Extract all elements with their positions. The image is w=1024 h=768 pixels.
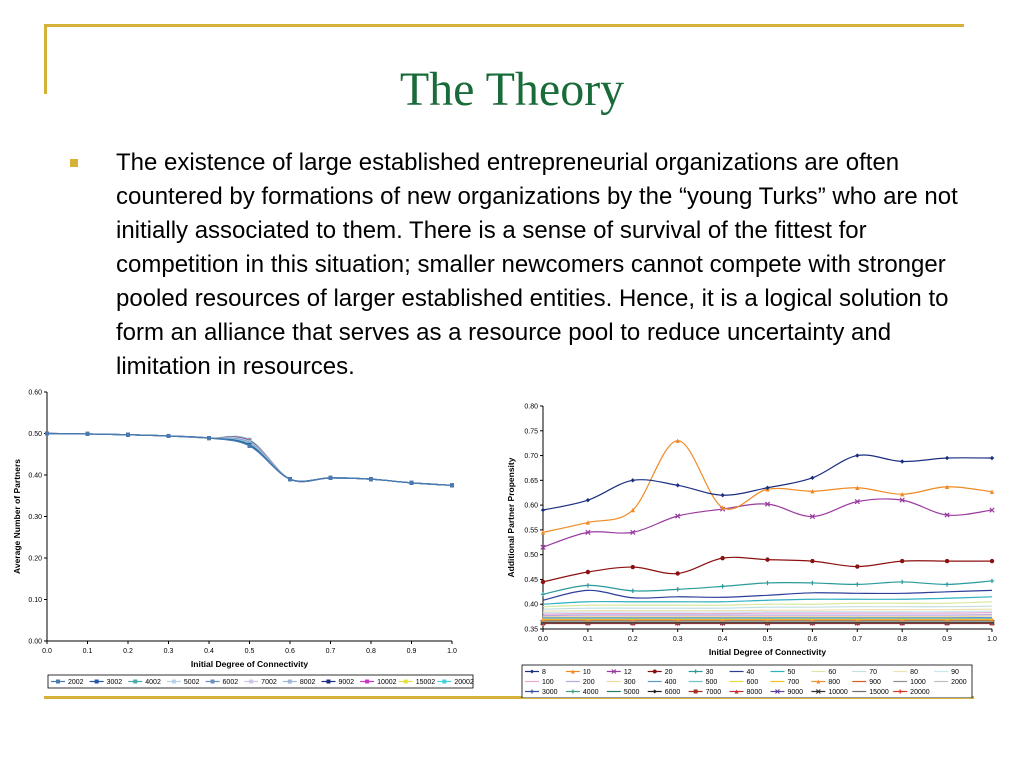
x-tick-label: 0.8	[897, 636, 908, 643]
data-point	[404, 680, 408, 684]
data-point	[207, 436, 211, 440]
legend-label: 30	[705, 669, 714, 676]
x-tick-label: 0.4	[717, 636, 728, 643]
legend-label: 9000	[787, 689, 804, 696]
y-tick-label: 0.45	[524, 576, 538, 584]
data-point	[326, 680, 330, 684]
y-tick-label: 0.70	[524, 453, 538, 461]
x-tick-label: 0.2	[627, 636, 638, 643]
data-point	[450, 483, 454, 487]
data-point	[676, 483, 680, 487]
x-axis-label: Initial Degree of Connectivity	[708, 647, 827, 657]
data-point	[167, 434, 171, 438]
legend-label: 4000	[582, 689, 599, 696]
data-point	[369, 477, 373, 481]
data-point	[810, 476, 814, 480]
y-tick-label: 0.40	[28, 472, 42, 480]
chart-partner-propensity	[500, 398, 1010, 698]
x-tick-label: 0.4	[204, 648, 214, 655]
data-point	[765, 581, 769, 585]
data-point	[855, 453, 859, 457]
x-tick-label: 0.7	[325, 648, 336, 655]
x-tick-label: 0.9	[406, 648, 417, 655]
legend-label: 600	[746, 679, 759, 686]
data-point	[990, 579, 994, 583]
legend-label: 10	[582, 669, 591, 676]
y-tick-label: 0.55	[524, 527, 538, 535]
series-line	[543, 602, 992, 607]
data-point	[676, 587, 680, 591]
y-tick-label: 0.80	[524, 403, 538, 411]
data-point	[810, 559, 814, 563]
legend-label: 3000	[542, 689, 558, 696]
y-tick-label: 0.20	[28, 555, 42, 563]
data-point	[288, 477, 292, 481]
series-line	[543, 455, 992, 510]
x-tick-label: 1.0	[447, 648, 457, 655]
series-80	[543, 609, 992, 611]
x-tick-label: 1.0	[987, 636, 997, 643]
legend-label: 5002	[183, 679, 200, 686]
data-point	[442, 680, 446, 684]
frame-top-rule	[44, 24, 964, 27]
data-point	[249, 680, 253, 684]
data-point	[676, 571, 680, 575]
data-point	[95, 680, 99, 684]
legend-label: 90	[951, 669, 959, 676]
series-200	[543, 615, 992, 616]
legend-label: 20002	[454, 679, 474, 686]
series-line	[543, 606, 992, 609]
series-line	[543, 616, 992, 617]
x-tick-label: 0.0	[538, 636, 548, 643]
data-point	[172, 680, 176, 684]
legend-label: 20	[664, 669, 673, 676]
data-point	[810, 581, 814, 585]
data-point	[586, 498, 590, 502]
y-tick-label: 0.60	[524, 502, 538, 510]
x-tick-label: 0.3	[163, 648, 174, 655]
data-point	[900, 580, 904, 584]
legend-label: 1000	[910, 679, 926, 686]
data-point	[694, 690, 698, 694]
legend-label: 80	[910, 669, 918, 676]
series-line	[543, 611, 992, 612]
legend-label: 50	[787, 669, 796, 676]
legend-label: 8	[542, 669, 546, 676]
legend-label: 800	[828, 679, 841, 686]
data-point	[945, 582, 949, 586]
x-tick-label: 0.2	[123, 648, 133, 655]
y-tick-label: 0.50	[28, 431, 42, 438]
legend-label: 4002	[145, 679, 161, 686]
data-point	[133, 680, 137, 684]
legend-label: 40	[746, 669, 755, 676]
legend-label: 9002	[338, 679, 355, 686]
legend-label: 15000	[869, 689, 889, 696]
y-tick-label: 0.75	[524, 428, 538, 436]
series-line	[543, 615, 992, 616]
data-point	[248, 444, 252, 448]
data-point	[720, 493, 724, 497]
data-point	[990, 559, 994, 563]
data-point	[86, 432, 90, 436]
series-30	[541, 579, 994, 597]
y-tick-label: 0.60	[28, 389, 42, 397]
series-line	[543, 613, 992, 614]
y-axis-label: Additional Partner Propensity	[506, 457, 516, 578]
y-tick-label: 0.00	[28, 638, 42, 646]
series-70	[543, 606, 992, 609]
legend-label: 12	[623, 669, 632, 676]
legend-label: 500	[705, 679, 718, 686]
series-12	[541, 498, 994, 549]
legend-label: 900	[869, 679, 881, 686]
data-point	[631, 478, 635, 482]
x-tick-label: 0.1	[583, 636, 593, 643]
data-point	[990, 456, 994, 460]
legend-label: 3002	[106, 679, 123, 686]
series-line	[543, 609, 992, 611]
legend-label: 70	[869, 669, 878, 676]
data-point	[945, 559, 949, 563]
x-tick-label: 0.3	[672, 636, 683, 643]
legend-label: 200	[582, 679, 595, 686]
y-tick-label: 0.30	[28, 514, 42, 521]
data-point	[329, 476, 333, 480]
legend-label: 100	[542, 679, 554, 686]
data-point	[45, 432, 49, 436]
series-60	[543, 602, 992, 607]
legend-label: 20000	[910, 689, 930, 696]
legend-label: 8000	[746, 689, 763, 696]
data-point	[900, 559, 904, 563]
legend	[522, 665, 972, 698]
x-tick-label: 0.8	[366, 648, 376, 655]
slide-body-text: The existence of large established entrepreneurial organizations are often countered by formations of new organizations by the “young Turks” who are not initially associated to them. There is a sense of survival of the fittest for competition in this situation; smaller newcomers cannot compete with stronger pooled resources of larger established entities. Hence, it is a logical solution to form an alliance that serves as a resource pool to reduce uncertainty and limitation in resources.	[116, 149, 958, 380]
y-axis-label: Average Number of Partners	[12, 459, 22, 574]
data-point	[631, 589, 635, 593]
data-point	[288, 680, 292, 684]
y-tick-label: 0.35	[524, 626, 538, 634]
y-tick-label: 0.65	[524, 477, 538, 485]
series-20	[541, 556, 994, 584]
data-point	[541, 592, 545, 596]
x-tick-label: 0.6	[285, 648, 295, 655]
data-point	[653, 670, 657, 674]
legend-label: 8002	[299, 679, 316, 686]
data-point	[586, 570, 590, 574]
legend-label: 700	[787, 679, 800, 686]
legend-label: 2002	[68, 679, 84, 686]
legend-label: 2000	[951, 679, 967, 686]
x-tick-label: 0.1	[82, 648, 93, 655]
series-100	[543, 613, 992, 614]
x-tick-label: 0.5	[244, 648, 255, 655]
x-tick-label: 0.7	[852, 636, 863, 643]
legend-label: 300	[623, 679, 636, 686]
series-300	[543, 616, 992, 617]
series-line	[543, 499, 992, 547]
legend	[48, 675, 474, 688]
series-7002	[45, 432, 454, 488]
series-90	[543, 611, 992, 612]
legend-label: 5000	[623, 689, 640, 696]
slide-title: The Theory	[399, 63, 625, 116]
data-point	[855, 582, 859, 586]
legend-label: 7002	[261, 679, 277, 686]
data-point	[900, 459, 904, 463]
y-tick-label: 0.10	[28, 597, 42, 604]
data-point	[631, 565, 635, 569]
bullet-marker	[70, 159, 78, 167]
legend-label: 60	[828, 669, 837, 676]
data-point	[410, 481, 414, 485]
data-point	[365, 680, 369, 684]
y-tick-label: 0.40	[524, 601, 538, 609]
data-point	[720, 584, 724, 588]
data-point	[126, 433, 130, 437]
x-tick-label: 0.6	[807, 636, 818, 643]
data-point	[720, 556, 724, 560]
y-tick-label: 0.50	[524, 552, 538, 560]
data-point	[586, 583, 590, 587]
data-point	[541, 580, 545, 584]
legend-label: 400	[664, 679, 677, 686]
x-tick-label: 0.9	[942, 636, 952, 643]
data-point	[945, 456, 949, 460]
legend-label: 7000	[705, 689, 722, 696]
chart-average-partners	[0, 385, 480, 690]
legend-label: 6000	[664, 689, 681, 696]
data-point	[56, 680, 60, 684]
legend-label: 10000	[828, 689, 848, 696]
data-point	[541, 508, 545, 512]
legend-label: 10002	[377, 679, 397, 686]
x-tick-label: 0.5	[762, 636, 773, 643]
data-point	[765, 557, 769, 561]
x-axis-label: Initial Degree of Connectivity	[190, 659, 309, 669]
legend-label: 15002	[415, 679, 436, 686]
data-point	[211, 680, 215, 684]
data-point	[855, 564, 859, 568]
x-tick-label: 0.0	[42, 648, 52, 655]
legend-label: 6002	[222, 679, 239, 686]
